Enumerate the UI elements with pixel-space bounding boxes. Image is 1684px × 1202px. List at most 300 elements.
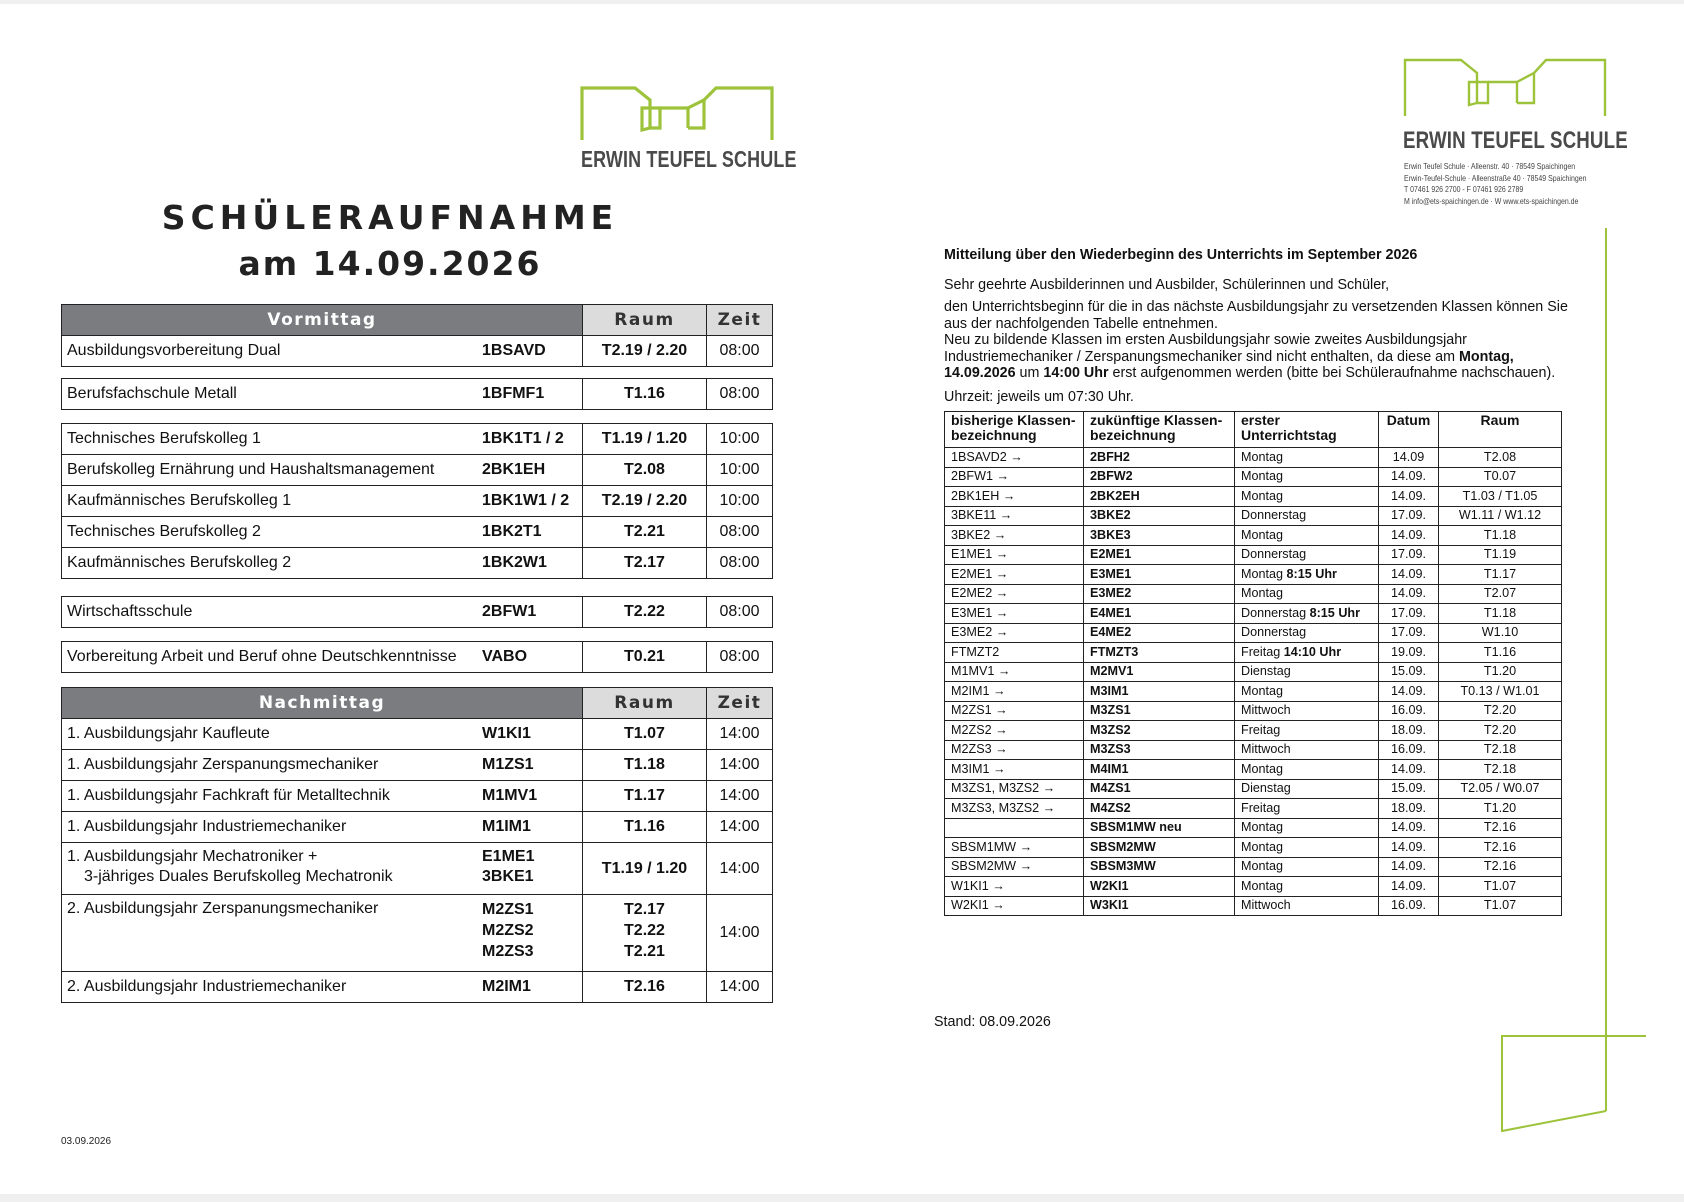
school-name-logo: ERWIN TEUFEL SCHULE: [581, 146, 797, 172]
room: T2.17: [583, 548, 707, 579]
room: T1.17: [1439, 565, 1562, 585]
class-code: M2IM1: [482, 978, 531, 995]
date: 14.09.: [1379, 857, 1439, 877]
room: T2.18: [1439, 760, 1562, 780]
table-row: [62, 424, 773, 455]
class-code: 1BK1T1 / 2: [482, 430, 564, 447]
table-row: [945, 779, 1562, 799]
weekday: Montag: [1241, 839, 1284, 854]
old-class: 3BKE2 →: [945, 526, 1084, 546]
table-row: [945, 565, 1562, 585]
time: 08:00: [707, 548, 773, 579]
weekday: Montag: [1241, 488, 1284, 503]
date: 14.09.: [1379, 526, 1439, 546]
date: 18.09.: [1379, 799, 1439, 819]
page-title: SCHÜLERAUFNAHME: [161, 198, 619, 237]
nachmittag-table: [61, 687, 773, 1003]
time: 14:00: [707, 781, 773, 812]
weekday: Montag: [1241, 449, 1284, 464]
room: T2.22: [583, 597, 707, 628]
room: T2.19 / 2.20: [583, 336, 707, 367]
header-date: Datum: [1379, 412, 1439, 448]
notice-time-bold: 14:00 Uhr: [1043, 365, 1109, 381]
table-row: [945, 584, 1562, 604]
old-class: E3ME1 →: [945, 604, 1084, 624]
date: 14.09.: [1379, 565, 1439, 585]
table-row: [62, 895, 773, 972]
address-line: T 07461 926 2700 - F 07461 926 2789: [1404, 184, 1524, 194]
table-row: [945, 526, 1562, 546]
course-name: 2. Ausbildungsjahr Industriemechaniker: [67, 978, 347, 995]
new-class: M3ZS3: [1084, 740, 1235, 760]
time: 10:00: [707, 424, 773, 455]
old-class: M3ZS1, M3ZS2 →: [945, 779, 1084, 799]
new-class: 3BKE3: [1084, 526, 1235, 546]
header-new-class: zukünftige Klassen-bezeichnung: [1084, 412, 1235, 448]
new-class: 2BFW2: [1084, 467, 1235, 487]
first-day: [1235, 760, 1379, 780]
time: 14:00: [707, 812, 773, 843]
room: T2.19 / 2.20: [583, 486, 707, 517]
course-name: Wirtschaftsschule: [67, 603, 193, 620]
room: T1.17: [583, 781, 707, 812]
table-row: [62, 812, 773, 843]
date: 14.09.: [1379, 877, 1439, 897]
new-class: M3IM1: [1084, 682, 1235, 702]
date: 17.09.: [1379, 604, 1439, 624]
first-day: [1235, 877, 1379, 897]
weekday: Donnerstag: [1241, 547, 1307, 562]
time: 08:00: [707, 379, 773, 410]
table-row: [62, 336, 773, 367]
class-code: 1BSAVD: [482, 342, 546, 359]
weekday: Mittwoch: [1241, 703, 1291, 718]
notice-time-info: Uhrzeit: jeweils um 07:30 Uhr.: [944, 389, 1134, 405]
school-address: [1404, 161, 1586, 207]
notice-title: Mitteilung über den Wiederbeginn des Unterrichts im September 2026: [944, 247, 1418, 263]
address-line: Erwin-Teufel-Schule · Alleenstraße 40 · 78549 Spaichingen: [1404, 172, 1587, 183]
class-code: 1BK2W1: [482, 554, 547, 571]
date: 17.09.: [1379, 506, 1439, 526]
course-name: 1. Ausbildungsjahr Zerspanungsmechaniker: [67, 756, 379, 773]
vormittag-group-4: [61, 596, 773, 628]
room: T1.16: [583, 379, 707, 410]
address-line: Erwin Teufel Schule · Alleenstr. 40 · 78549 Spaichingen: [1404, 161, 1576, 171]
class-code: 2BFW1: [482, 603, 537, 620]
table-row: [945, 467, 1562, 487]
old-class: SBSM2MW →: [945, 857, 1084, 877]
room: T1.18: [1439, 526, 1562, 546]
course-name: 1. Ausbildungsjahr Kaufleute: [67, 725, 270, 742]
room: T1.07: [583, 719, 707, 750]
address-line: M info@ets-spaichingen.de · W www.ets-spaichingen.de: [1404, 195, 1579, 206]
class-code: E1ME1: [482, 848, 535, 865]
first-day: [1235, 448, 1379, 468]
weekday: Montag: [1241, 586, 1284, 601]
weekday: Donnerstag: [1241, 625, 1307, 640]
first-day: [1235, 545, 1379, 565]
old-class: 2BK1EH →: [945, 487, 1084, 507]
first-day: [1235, 506, 1379, 526]
old-class: W2KI1 →: [945, 896, 1084, 916]
time: 14:00: [707, 972, 773, 1003]
table-row: [945, 506, 1562, 526]
new-class: M2MV1: [1084, 662, 1235, 682]
date: 16.09.: [1379, 896, 1439, 916]
weekday: Dienstag: [1241, 664, 1291, 679]
notice-text: erst aufgenommen werden (bitte bei Schüleraufnahme nachschauen).: [1108, 365, 1556, 381]
room: T2.21: [624, 943, 665, 960]
new-class: M4IM1: [1084, 760, 1235, 780]
room: T0.21: [583, 642, 707, 673]
room: T1.07: [1439, 896, 1562, 916]
weekday: Freitag: [1241, 722, 1281, 737]
time: 14:00: [707, 719, 773, 750]
room: T2.16: [1439, 838, 1562, 858]
table-row: [945, 643, 1562, 663]
first-day: [1235, 779, 1379, 799]
table-row: [62, 781, 773, 812]
new-class: SBSM2MW: [1084, 838, 1235, 858]
class-code: W1KI1: [482, 725, 531, 742]
room: T1.19 / 1.20: [583, 424, 707, 455]
weekday: Montag: [1241, 469, 1284, 484]
course-name: Ausbildungsvorbereitung Dual: [67, 342, 281, 359]
course-name: 1. Ausbildungsjahr Fachkraft für Metalltechnik: [67, 787, 390, 804]
table-row: [945, 857, 1562, 877]
time: 08:00: [707, 642, 773, 673]
notice-paragraph-1: den Unterrichtsbeginn für die in das nächste Ausbildungsjahr zu versetzenden Klassen können Sie aus der nachfolgenden Tabelle entnehmen.: [944, 299, 1568, 332]
page-subtitle-date: am 14.09.2026: [238, 244, 542, 283]
class-code: M1MV1: [482, 787, 538, 804]
room: T2.21: [583, 517, 707, 548]
nachmittag-header: Nachmittag: [62, 688, 583, 719]
date: 18.09.: [1379, 721, 1439, 741]
vormittag-group-2: [61, 378, 773, 410]
new-class: M4ZS2: [1084, 799, 1235, 819]
room: W1.11 / W1.12: [1439, 506, 1562, 526]
raum-header: Raum: [583, 305, 707, 336]
old-class: E2ME1 →: [945, 565, 1084, 585]
vormittag-group-5: [61, 641, 773, 673]
old-class: 3BKE11 →: [945, 506, 1084, 526]
table-row: [945, 799, 1562, 819]
new-class: M4ZS1: [1084, 779, 1235, 799]
first-day: [1235, 721, 1379, 741]
table-row: [62, 843, 773, 895]
weekday: Montag: [1241, 527, 1284, 542]
weekday: Montag: [1241, 820, 1284, 835]
class-code: VABO: [482, 648, 528, 665]
document-sheet: [0, 4, 1684, 1194]
course-name: Berufsfachschule Metall: [67, 385, 237, 402]
room: W1.10: [1439, 623, 1562, 643]
zeit-header: Zeit: [707, 305, 773, 336]
new-class: E3ME2: [1084, 584, 1235, 604]
table-row: [945, 896, 1562, 916]
old-class: M2ZS2 →: [945, 721, 1084, 741]
first-day: [1235, 838, 1379, 858]
weekday: Donnerstag: [1241, 508, 1307, 523]
first-day: [1235, 799, 1379, 819]
table-row: [62, 719, 773, 750]
school-logo-mark: [580, 86, 776, 142]
new-class: W3KI1: [1084, 896, 1235, 916]
room: T2.18: [1439, 740, 1562, 760]
notice-text: um: [1015, 365, 1044, 381]
first-day: [1235, 896, 1379, 916]
date: 16.09.: [1379, 701, 1439, 721]
room: T1.03 / T1.05: [1439, 487, 1562, 507]
date: 14.09.: [1379, 584, 1439, 604]
zeit-header: Zeit: [707, 688, 773, 719]
first-day: [1235, 623, 1379, 643]
school-logo-mark-right: [1403, 58, 1607, 118]
room: T2.16: [583, 972, 707, 1003]
old-class: M2IM1 →: [945, 682, 1084, 702]
new-class: E4ME2: [1084, 623, 1235, 643]
old-class: M3IM1 →: [945, 760, 1084, 780]
date: 15.09.: [1379, 662, 1439, 682]
class-code: M2ZS1: [482, 901, 534, 918]
date: 14.09.: [1379, 760, 1439, 780]
room: T1.20: [1439, 662, 1562, 682]
table-row: [945, 487, 1562, 507]
course-name: Technisches Berufskolleg 2: [67, 523, 261, 540]
weekday: Mittwoch: [1241, 742, 1291, 757]
notice-paragraph-2: Neu zu bildende Klassen im ersten Ausbildungsjahr sowie zweites Ausbildungsjahr Industriemechaniker / Zerspanungsmechaniker sind nicht enthalten, da diese am: [944, 332, 1467, 365]
room: T2.20: [1439, 701, 1562, 721]
new-class: M3ZS1: [1084, 701, 1235, 721]
weekday: Freitag: [1241, 644, 1284, 659]
new-class: FTMZT3: [1084, 643, 1235, 663]
table-row: [945, 701, 1562, 721]
class-code: 1BFMF1: [482, 385, 545, 402]
footer-date: 03.09.2026: [61, 1136, 112, 1147]
course-name: Berufskolleg Ernährung und Haushaltsmanagement: [67, 461, 435, 478]
time: 08:00: [707, 517, 773, 548]
course-name: 1. Ausbildungsjahr Mechatroniker +: [67, 848, 318, 865]
date: 17.09.: [1379, 623, 1439, 643]
class-code: 2BK1EH: [482, 461, 546, 478]
class-code: 3BKE1: [482, 867, 534, 885]
old-class: FTMZT2: [945, 643, 1084, 663]
new-class: E3ME1: [1084, 565, 1235, 585]
date: 19.09.: [1379, 643, 1439, 663]
class-code: 1BK1W1 / 2: [482, 492, 570, 509]
old-class: E2ME2 →: [945, 584, 1084, 604]
old-class: E1ME1 →: [945, 545, 1084, 565]
new-class: 3BKE2: [1084, 506, 1235, 526]
first-day: [1235, 662, 1379, 682]
class-transfer-table: [944, 411, 1562, 916]
table-row: [62, 972, 773, 1003]
class-code: 1BK2T1: [482, 523, 542, 540]
table-row: [945, 545, 1562, 565]
new-class: 2BK2EH: [1084, 487, 1235, 507]
weekday: Montag: [1241, 878, 1284, 893]
notice-date-bold: Montag, 14.09.2026: [944, 348, 1514, 381]
room: T2.08: [583, 455, 707, 486]
table-row: [62, 548, 773, 579]
class-code: M2ZS3: [482, 943, 534, 960]
new-class: W2KI1: [1084, 877, 1235, 897]
room: T2.20: [1439, 721, 1562, 741]
course-name-line2: 3-jähriges Duales Berufskolleg Mechatronik: [84, 867, 393, 885]
header-old-class: bisherige Klassen-bezeichnung: [945, 412, 1084, 448]
vormittag-header: Vormittag: [62, 305, 583, 336]
table-row: [945, 740, 1562, 760]
date: 14.09: [1379, 448, 1439, 468]
table-row: [62, 517, 773, 548]
weekday: Dienstag: [1241, 781, 1291, 796]
table-row: [62, 486, 773, 517]
school-name-logo-right: ERWIN TEUFEL SCHULE: [1403, 127, 1628, 154]
class-code: M1IM1: [482, 818, 531, 835]
table-header-row: [945, 412, 1562, 448]
room: T1.07: [1439, 877, 1562, 897]
table-row: [945, 721, 1562, 741]
notice-greeting: Sehr geehrte Ausbilderinnen und Ausbilder, Schülerinnen und Schüler,: [944, 277, 1390, 293]
class-code: M1ZS1: [482, 756, 534, 773]
first-day: [1235, 701, 1379, 721]
room: T2.05 / W0.07: [1439, 779, 1562, 799]
weekday: Montag: [1241, 683, 1284, 698]
time: 14:00: [707, 750, 773, 781]
table-row: [62, 455, 773, 486]
start-time: 8:15 Uhr: [1286, 566, 1337, 581]
room: T2.22: [624, 922, 665, 939]
new-class: M3ZS2: [1084, 721, 1235, 741]
room: T1.18: [1439, 604, 1562, 624]
room: T0.13 / W1.01: [1439, 682, 1562, 702]
room: T1.18: [583, 750, 707, 781]
date: 14.09.: [1379, 467, 1439, 487]
room: T0.07: [1439, 467, 1562, 487]
old-class: 2BFW1 →: [945, 467, 1084, 487]
first-day: [1235, 857, 1379, 877]
room: T1.19: [1439, 545, 1562, 565]
course-name: Technisches Berufskolleg 1: [67, 430, 261, 447]
date: 14.09.: [1379, 682, 1439, 702]
table-row: [62, 750, 773, 781]
old-class: [945, 818, 1084, 838]
course-name: Kaufmännisches Berufskolleg 1: [67, 492, 292, 509]
date: 16.09.: [1379, 740, 1439, 760]
first-day: [1235, 565, 1379, 585]
old-class: 1BSAVD2 →: [945, 448, 1084, 468]
table-row: [945, 818, 1562, 838]
table-row: [62, 379, 773, 410]
date: 15.09.: [1379, 779, 1439, 799]
table-row: [945, 838, 1562, 858]
first-day: [1235, 526, 1379, 546]
header-first-day: erster Unterrichtstag: [1235, 412, 1379, 448]
old-class: E3ME2 →: [945, 623, 1084, 643]
header-room: Raum: [1439, 412, 1562, 448]
first-day: [1235, 818, 1379, 838]
weekday: Montag: [1241, 859, 1284, 874]
weekday: Montag: [1241, 566, 1287, 581]
start-time: 14:10 Uhr: [1283, 644, 1342, 659]
time: 14:00: [707, 843, 773, 895]
room: T2.08: [1439, 448, 1562, 468]
first-day: [1235, 682, 1379, 702]
old-class: SBSM1MW →: [945, 838, 1084, 858]
course-name: Kaufmännisches Berufskolleg 2: [67, 554, 292, 571]
date: 17.09.: [1379, 545, 1439, 565]
stand-date: Stand: 08.09.2026: [934, 1014, 1051, 1030]
room: T2.16: [1439, 857, 1562, 877]
first-day: [1235, 740, 1379, 760]
new-class: SBSM3MW: [1084, 857, 1235, 877]
new-class: E4ME1: [1084, 604, 1235, 624]
room: T1.19 / 1.20: [583, 843, 707, 895]
old-class: M3ZS3, M3ZS2 →: [945, 799, 1084, 819]
first-day: [1235, 604, 1379, 624]
old-class: M1MV1 →: [945, 662, 1084, 682]
raum-header: Raum: [583, 688, 707, 719]
room: T1.20: [1439, 799, 1562, 819]
old-class: M2ZS3 →: [945, 740, 1084, 760]
course-name: 1. Ausbildungsjahr Industriemechaniker: [67, 818, 347, 835]
room: T2.17: [624, 901, 665, 918]
room: T2.07: [1439, 584, 1562, 604]
time: 14:00: [707, 895, 773, 972]
room: T2.16: [1439, 818, 1562, 838]
table-row: [945, 662, 1562, 682]
course-name: Vorbereitung Arbeit und Beruf ohne Deutschkenntnisse: [67, 648, 457, 665]
weekday: Freitag: [1241, 800, 1281, 815]
notice-body: [944, 299, 1584, 382]
weekday: Mittwoch: [1241, 898, 1291, 913]
time: 08:00: [707, 336, 773, 367]
date: 14.09.: [1379, 838, 1439, 858]
old-class: M2ZS1 →: [945, 701, 1084, 721]
date: 14.09.: [1379, 818, 1439, 838]
first-day: [1235, 643, 1379, 663]
vormittag-group-3: [61, 423, 773, 579]
time: 10:00: [707, 455, 773, 486]
first-day: [1235, 487, 1379, 507]
weekday: Montag: [1241, 761, 1284, 776]
first-day: [1235, 467, 1379, 487]
table-row: [945, 623, 1562, 643]
new-class: SBSM1MW neu: [1084, 818, 1235, 838]
time: 08:00: [707, 597, 773, 628]
time: 10:00: [707, 486, 773, 517]
table-row: [945, 604, 1562, 624]
table-row: [62, 642, 773, 673]
new-class: 2BFH2: [1084, 448, 1235, 468]
table-row: [945, 448, 1562, 468]
class-code: M2ZS2: [482, 922, 534, 939]
weekday: Donnerstag: [1241, 605, 1310, 620]
table-row: [945, 760, 1562, 780]
start-time: 8:15 Uhr: [1309, 605, 1361, 620]
first-day: [1235, 584, 1379, 604]
table-row: [945, 682, 1562, 702]
new-class: E2ME1: [1084, 545, 1235, 565]
old-class: W1KI1 →: [945, 877, 1084, 897]
vormittag-table: [61, 304, 773, 367]
room: T1.16: [583, 812, 707, 843]
table-row: [62, 597, 773, 628]
date: 14.09.: [1379, 487, 1439, 507]
room: T1.16: [1439, 643, 1562, 663]
course-name: 2. Ausbildungsjahr Zerspanungsmechaniker: [67, 900, 379, 917]
table-row: [945, 877, 1562, 897]
